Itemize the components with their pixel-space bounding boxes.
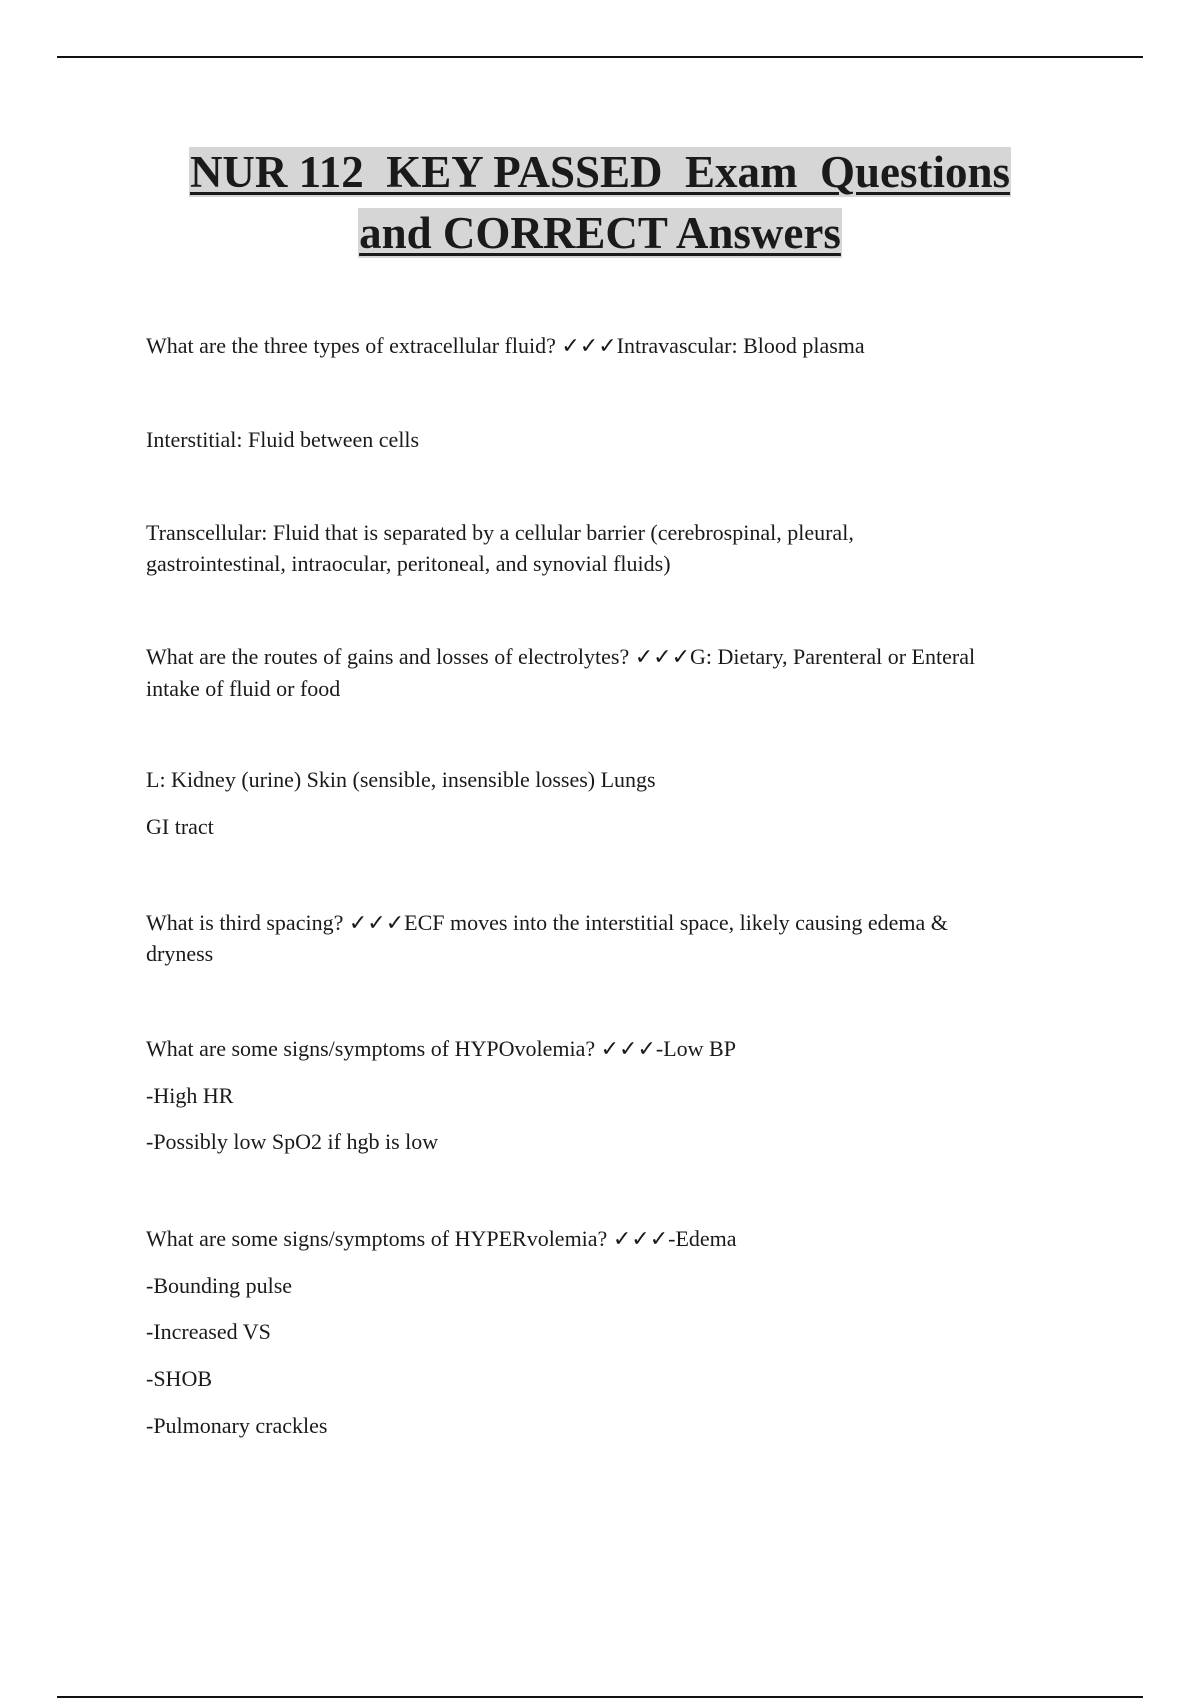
answer-losses: L: Kidney (urine) Skin (sensible, insensible losses) Lungs	[146, 767, 656, 792]
answer-increased-vs: -Increased VS	[146, 1319, 271, 1344]
question-third-spacing-continued: dryness	[146, 941, 214, 966]
bottom-rule	[57, 1696, 1143, 1698]
question-hypervolemia: What are some signs/symptoms of HYPERvolemia? ✓✓✓-Edema	[146, 1226, 737, 1251]
title-line-2: and CORRECT Answers	[359, 208, 841, 258]
answer-pulmonary-crackles: -Pulmonary crackles	[146, 1413, 328, 1438]
answer-bounding-pulse: -Bounding pulse	[146, 1273, 293, 1298]
title-line-1: NUR 112 KEY PASSED Exam Questions	[189, 147, 1011, 197]
question-third-spacing: What is third spacing? ✓✓✓ECF moves into the interstitial space, likely causing edema &	[146, 910, 948, 935]
answer-transcellular: Transcellular: Fluid that is separated by a cellular barrier (cerebrospinal, pleural,	[146, 520, 854, 545]
question-electrolyte-routes-continued: intake of fluid or food	[146, 676, 341, 701]
question-electrolyte-routes: What are the routes of gains and losses of electrolytes? ✓✓✓G: Dietary, Parenteral or Enteral	[146, 644, 976, 669]
answer-shob: -SHOB	[146, 1366, 213, 1391]
answer-transcellular-continued: gastrointestinal, intraocular, peritoneal, and synovial fluids)	[146, 551, 671, 576]
answer-low-spo2: -Possibly low SpO2 if hgb is low	[146, 1129, 439, 1154]
question-hypovolemia: What are some signs/symptoms of HYPOvolemia? ✓✓✓-Low BP	[146, 1036, 736, 1061]
answer-interstitial: Interstitial: Fluid between cells	[146, 427, 420, 452]
answer-high-hr: -High HR	[146, 1083, 234, 1108]
answer-gi-tract: GI tract	[146, 814, 214, 839]
question-extracellular-fluid: What are the three types of extracellular fluid? ✓✓✓Intravascular: Blood plasma	[146, 333, 865, 358]
